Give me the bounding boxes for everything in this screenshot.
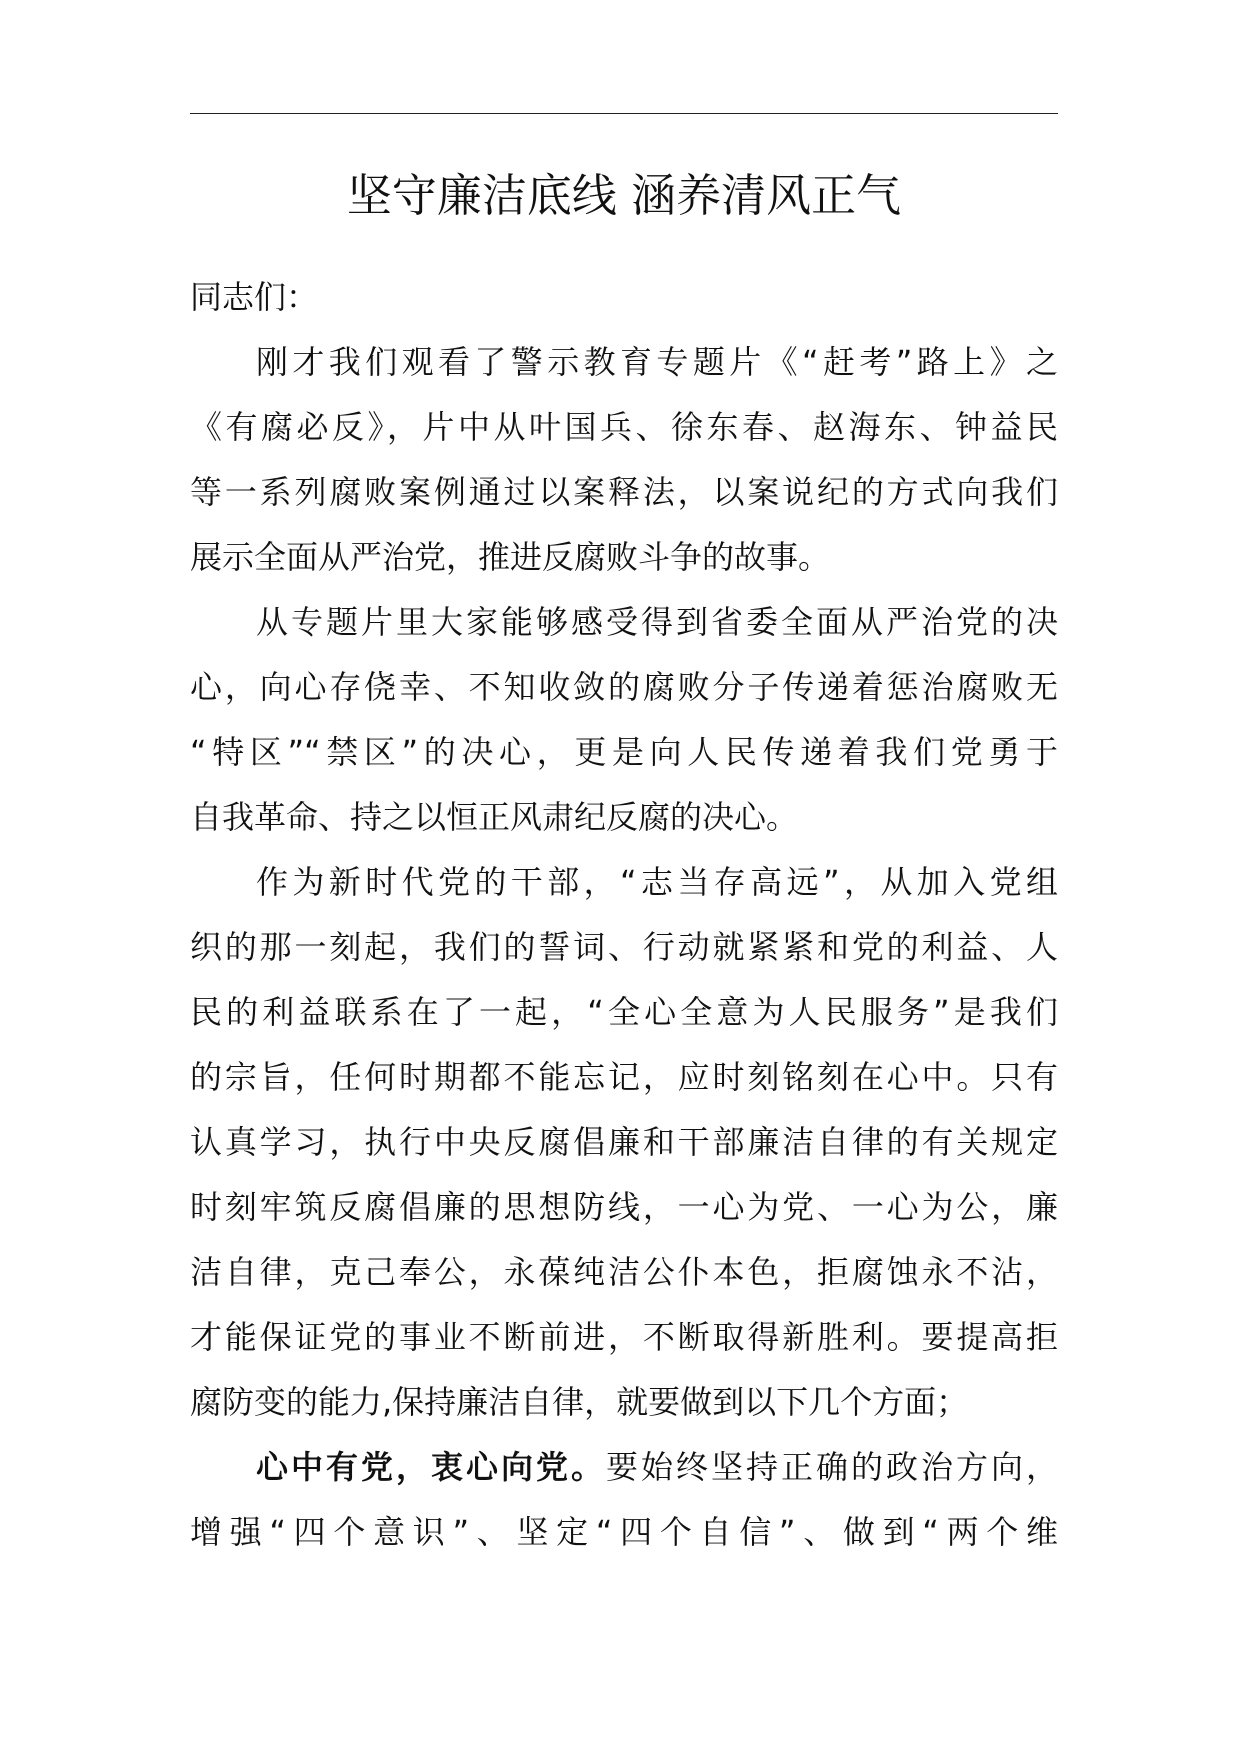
document-body	[190, 265, 1058, 1565]
paragraph-line: 刚才我们观看了警示教育专题片《“赶考”路上》之	[256, 343, 1058, 381]
paragraph-line: 从专题片里大家能够感受得到省委全面从严治党的决	[256, 603, 1058, 641]
section-heading: 心中有党，衷心向党。	[256, 1448, 606, 1486]
header-rule	[190, 113, 1058, 114]
paragraph-line: 《有腐必反》，片中从叶国兵、徐东春、赵海东、钟益民	[190, 408, 1058, 446]
paragraph-line: 作为新时代党的干部，“志当存高远”，从加入党组	[256, 863, 1058, 901]
paragraph-line: 增强“四个意识”、坚定“四个自信”、做到“两个维	[190, 1513, 1058, 1551]
paragraph-line: 的宗旨，任何时期都不能忘记，应时刻铭刻在心中。只有	[190, 1058, 1058, 1096]
section-heading-line	[190, 1435, 1058, 1500]
paragraph-line: 时刻牢筑反腐倡廉的思想防线，一心为党、一心为公，廉	[190, 1188, 1058, 1226]
salutation: 同志们：	[190, 278, 319, 316]
paragraph-line: 等一系列腐败案例通过以案释法，以案说纪的方式向我们	[190, 473, 1058, 511]
paragraph-line: 织的那一刻起，我们的誓词、行动就紧紧和党的利益、人	[190, 928, 1058, 966]
paragraph-line: 才能保证党的事业不断前进，不断取得新胜利。要提高拒	[190, 1318, 1058, 1356]
paragraph-line: 展示全面从严治党，推进反腐败斗争的故事。	[190, 538, 831, 576]
paragraph-line: “特区”“禁区”的决心，更是向人民传递着我们党勇于	[190, 733, 1058, 771]
paragraph-line: 腐防变的能力,保持廉洁自律，就要做到以下几个方面；	[190, 1383, 969, 1421]
paragraph-line: 认真学习，执行中央反腐倡廉和干部廉洁自律的有关规定	[190, 1123, 1058, 1161]
paragraph-line: 心，向心存侥幸、不知收敛的腐败分子传递着惩治腐败无	[190, 668, 1058, 706]
section-text: 要始终坚持正确的政治方向，	[606, 1448, 1058, 1486]
paragraph-line: 洁自律，克己奉公，永葆纯洁公仆本色，拒腐蚀永不沾，	[190, 1253, 1058, 1291]
document-title: 坚守廉洁底线 涵养清风正气	[346, 169, 902, 222]
paragraph-line: 自我革命、持之以恒正风肃纪反腐的决心。	[190, 798, 799, 836]
paragraph-line: 民的利益联系在了一起，“全心全意为人民服务”是我们	[190, 993, 1058, 1031]
